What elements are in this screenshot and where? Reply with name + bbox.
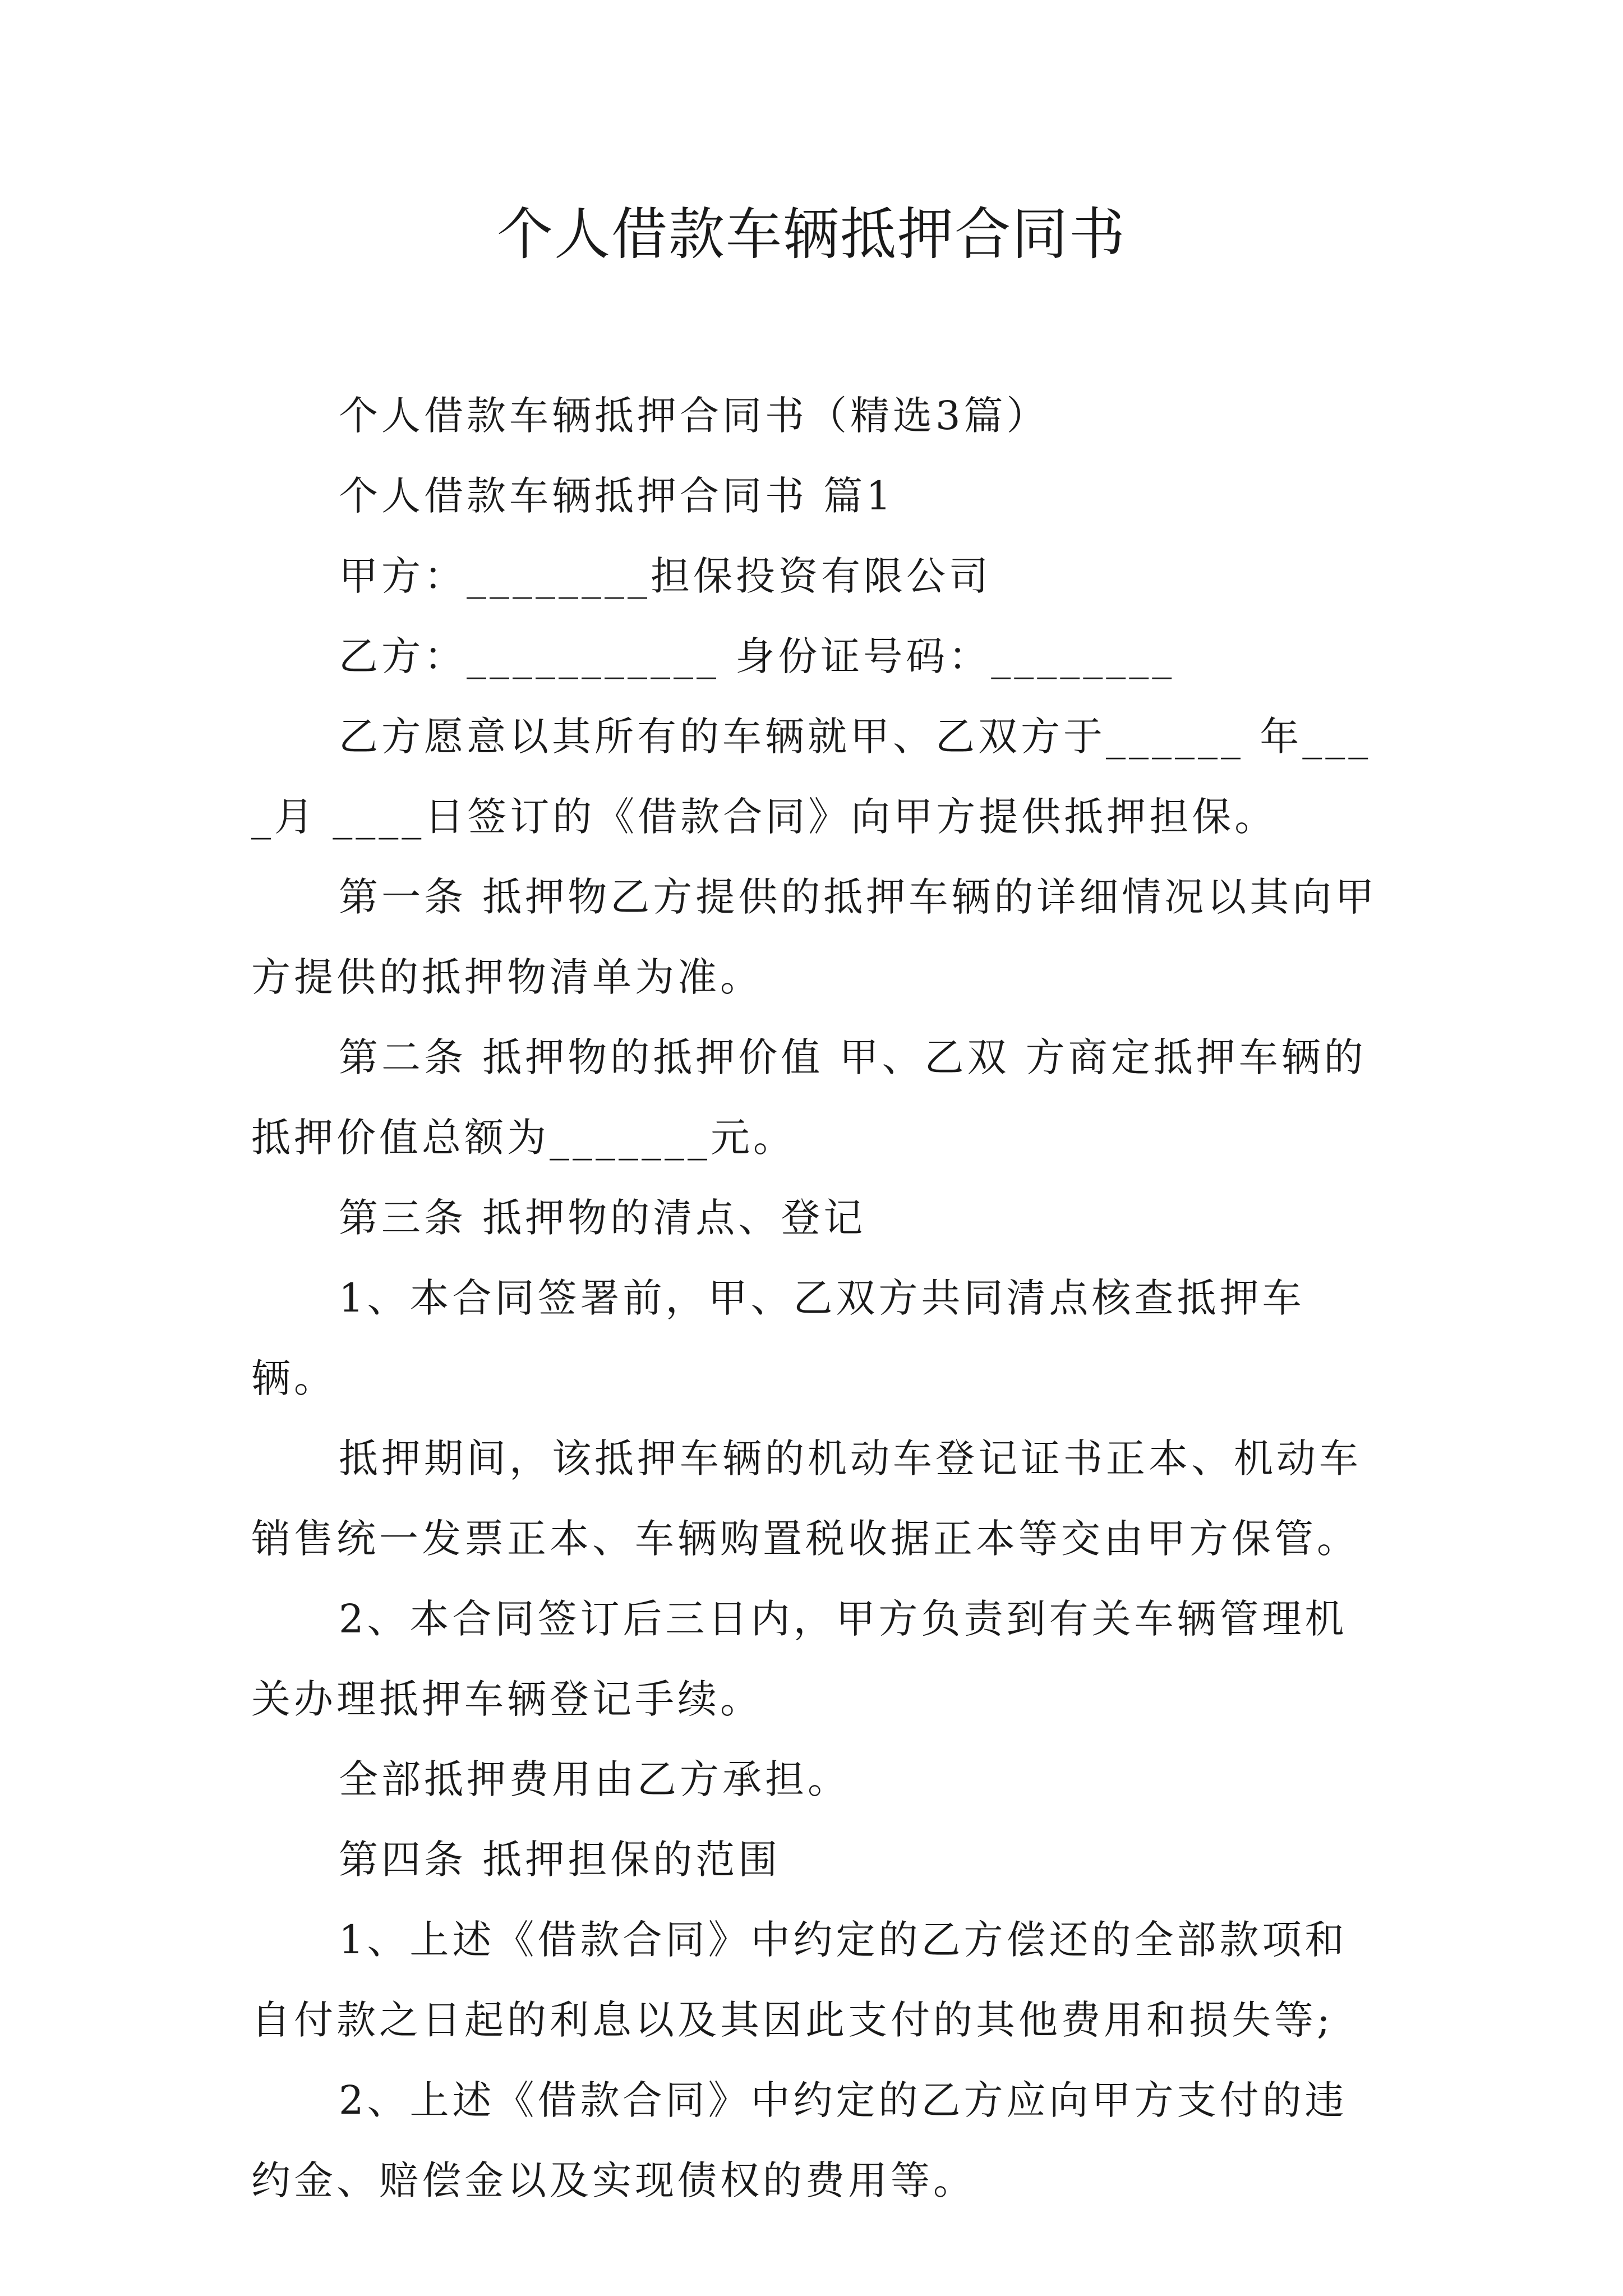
paragraph-article-2: 第二条 抵押物的抵押价值 甲、乙双 方商定抵押车辆的抵押价值总额为_______元。 <box>251 1034 1367 1161</box>
paragraph-subtitle: 个人借款车辆抵押合同书（精选3篇） <box>339 393 1049 439</box>
paragraph-article-4-item-2: 2、上述《借款合同》中约定的乙方应向甲方支付的违约金、赔偿金以及实现债权的费用等。 <box>251 2077 1348 2203</box>
paragraph-section-heading: 个人借款车辆抵押合同书 篇1 <box>339 473 895 519</box>
document-title: 个人借款车辆抵押合同书 <box>497 201 1126 267</box>
paragraph-article-3-item-1: 1、本合同签署前，甲、乙双方共同清点核查抵押车辆。 <box>251 1275 1305 1401</box>
paragraph-article-1: 第一条 抵押物乙方提供的抵押车辆的详细情况以其向甲方提供的抵押物清单为准。 <box>251 874 1378 1000</box>
paragraph-intro: 乙方愿意以其所有的车辆就甲、乙双方于______ 年____月 ____日签订的《借款合同》向甲方提供抵押担保。 <box>251 714 1372 840</box>
document-body <box>251 376 1390 2221</box>
paragraph-party-a: 甲方：________担保投资有限公司 <box>339 553 992 599</box>
paragraph-article-3-item-2: 2、本合同签订后三日内，甲方负责到有关车辆管理机关办理抵押车辆登记手续。 <box>251 1596 1348 1722</box>
paragraph-article-4-heading: 第四条 抵押担保的范围 <box>339 1837 781 1883</box>
paragraph-article-3-heading: 第三条 抵押物的清点、登记 <box>339 1195 866 1241</box>
paragraph-article-3-fees: 全部抵押费用由乙方承担。 <box>339 1756 850 1802</box>
paragraph-article-4-item-1: 1、上述《借款合同》中约定的乙方偿还的全部款项和自付款之日起的利息以及其因此支付的其他费用和损失等; <box>251 1917 1348 2043</box>
paragraph-party-b: 乙方：___________ 身份证号码：________ <box>339 633 1175 679</box>
paragraph-article-3-custody: 抵押期间，该抵押车辆的机动车登记证书正本、机动车销售统一发票正本、车辆购置税收据正本等交由甲方保管。 <box>251 1435 1362 1562</box>
